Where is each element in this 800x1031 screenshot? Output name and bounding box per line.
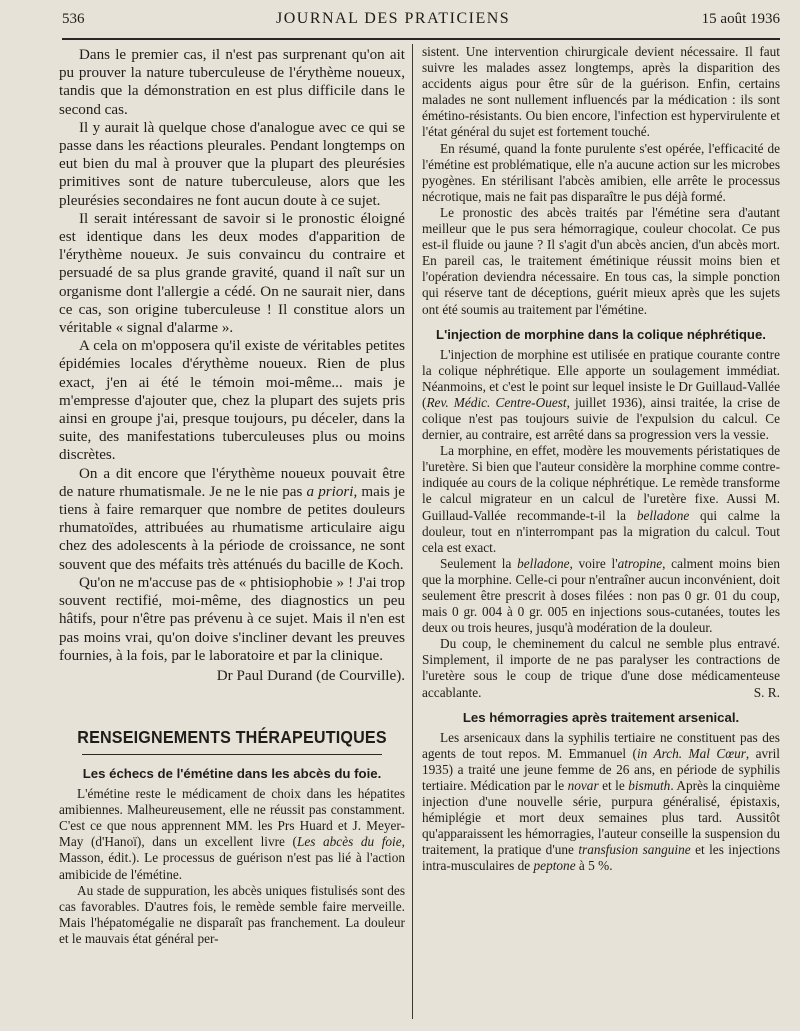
text-run: Seulement la bbox=[440, 555, 518, 571]
paragraph: Dans le premier cas, il n'est pas surprenant qu'on ait pu prouver la nature tuberculeuse de l'érythème noueux, tandis que la démonstration en est plus difficile dans le second cas. bbox=[59, 47, 405, 118]
text-run: , voire l' bbox=[569, 555, 618, 571]
text-run: Du coup, le cheminement du calcul ne semble plus entravé. Simplement, il importe de ne pas paralyser les contractions de l'uretère sous le coup de trique d'une dose médicamenteuse accablante. bbox=[422, 636, 780, 700]
article-signature: S. R. bbox=[753, 684, 780, 700]
paragraph: sistent. Une intervention chirurgicale devient nécessaire. Il faut suivre les malades assez longtemps, après la disparition des accidents aigus pour être sûr de la guérison. Enfin, certains malades ne sont nullement influencés par la médication : ils sont émétino-résistants. Ou bien encore, l'infection est hypervirulente et l'état général du sujet est fortement touché. bbox=[422, 44, 780, 140]
section-rule bbox=[82, 754, 382, 755]
text-run: et les injections intra-musculaires de bbox=[422, 842, 780, 874]
section-title: RENSEIGNEMENTS THÉRAPEUTIQUES bbox=[77, 727, 387, 748]
text-run: Les arsenicaux dans la syphilis tertiaire ne constituent pas des agents de tout repos. M. Emmanuel ( bbox=[422, 729, 780, 761]
paragraph: Qu'on ne m'accuse pas de « phtisiophobie » ! J'ai trop souvent rectifié, moi-même, des diagnostics un peu hâtifs, pour n'être pas prévenu à ce sujet. Mais il n'en est pas moins vrai, qu'on doive s'incliner devant les preuves fournies, à la fois, par le laboratoire et par la clinique. bbox=[59, 574, 405, 664]
text-run: qui calme la douleur, tout en n'interrompant pas la migration du calcul. Tout cela est exact. bbox=[422, 507, 780, 555]
paragraph bbox=[422, 443, 780, 556]
article-subhead: L'injection de morphine dans la colique néphrétique. bbox=[436, 326, 766, 342]
paragraph: A cela on m'opposera qu'il existe de véritables petites épidémies locales d'érythème noueux. Rien de plus exact, j'en ai été le témoin moi-même... mais je m'empresse d'ajouter que, chez la plupart des sujets pris ainsi en groupe j'ai, presque toujours, pu déceler, dans la suite, des manifestations tuberculeuses plus ou moins discrètes. bbox=[59, 338, 405, 464]
italic-run: peptone bbox=[533, 858, 576, 874]
italic-run: a priori bbox=[306, 483, 354, 500]
text-run: , mais je tiens à faire remarquer que nombre de petites douleurs rhumatoïdes, attribuées au rhumatisme articulaire aigu chez des adolescents à la période de croissance, ne sont souvent que des méfaits très atténués du bacille de Koch. bbox=[59, 483, 405, 573]
paragraph bbox=[422, 347, 780, 444]
text-run: La morphine, en effet, modère les mouvements péristatiques de l'uretère. Si bien que l'auteur considère la morphine comme contre-indiquée au cours de la colique néphrétique. Le remède transforme le calcul migrateur en un calcul de l'uretère fixe. Aussi M. Guillaud-Vallée recommande-t-il la bbox=[422, 443, 780, 523]
italic-run: bismuth bbox=[628, 777, 671, 793]
paragraph bbox=[422, 730, 780, 875]
text-run: , juillet 1936), ainsi traitée, la crise de colique n'est pas toujours suivie de l'expulsion du calcul. Ce dernier, au contraire, est arrêté dans sa progression vers la vessie. bbox=[422, 394, 780, 443]
journal-title: JOURNAL DES PRATICIENS bbox=[275, 10, 511, 27]
italic-run: transfusion sanguine bbox=[578, 842, 691, 858]
italic-run: Les abcès du foie bbox=[296, 834, 402, 850]
italic-run: Rev. Médic. Centre-Ouest bbox=[426, 394, 567, 410]
paragraph: Il serait intéressant de savoir si le pronostic éloigné est identique dans les deux modes d'apparition de l'érythème noueux. Je suis convaincu du contraire et persuadé de sa plus grande gravité, quand il naît sur un organisme dont l'allergie a cédé. On ne saurait nier, dans ce cas, son origine tuberculeuse ! Il constitue alors un véritable « signal d'alarme ». bbox=[59, 210, 405, 337]
paragraph bbox=[59, 465, 405, 574]
text-run: à 5 %. bbox=[575, 858, 613, 874]
issue-date: 15 août 1936 bbox=[701, 11, 780, 27]
author-signature: Dr Paul Durand (de Courville). bbox=[216, 667, 405, 684]
text-run: et le bbox=[598, 777, 629, 793]
paragraph: Il y aurait là quelque chose d'analogue avec ce qui se passe dans les réactions pleurales. Pendant longtemps on eut bien du mal à prouver que la plupart des pleurésies primitives sont de nature tuberculeuse, alors que les pleurésies secondaires ne font aucun doute à ce sujet. bbox=[59, 119, 405, 209]
paragraph bbox=[59, 786, 405, 883]
italic-run: atropine bbox=[617, 555, 663, 571]
text-run: , calment moins bien que la morphine. Celle-ci pour n'entraîner aucun inconvénient, doit seulement être prescrit à doses filées : non pas 0 gr. 01 du coup, mais 0 gr. 004 à 0 gr. 005 en injections sous-cutanées, toutes les deux ou trois heures, jusqu'à modération de la douleur. bbox=[422, 555, 780, 636]
page-header bbox=[62, 10, 780, 40]
page-number: 536 bbox=[62, 11, 85, 27]
italic-run: in Arch. Mal Cœur bbox=[636, 745, 746, 761]
text-run: . Après la cinquième injection d'une nouvelle série, purpura généralisé, épistaxis, hémiplégie et mort deux semaines plus tard. Aussitôt qu'apparaissent les hémorragies, l'auteur conseille la suspension du traitement, la pratique d'une bbox=[422, 777, 781, 858]
italic-run: belladone bbox=[636, 507, 690, 523]
paragraph: Le pronostic des abcès traités par l'émétine sera d'autant meilleur que le pus sera hémorragique, couleur chocolat. Ce pus est-il fluide ou jaune ? Il s'agit d'un abcès ancien, d'un abcès mort. En pareil cas, le traitement émétinique réussit moins bien et l'opération deviendra nécessaire. En tous cas, la simple ponction qui réserve tant de déceptions, guérit mieux après que les sujets ont été soumis au traitement par l'émétine. bbox=[422, 204, 780, 317]
right-column bbox=[422, 44, 780, 875]
text-run: L'injection de morphine est utilisée en pratique courante contre la colique néphrétique. Elle apporte un soulagement immédiat. Néanmoins, et c'est le point sur lequel insiste le Dr Guillaud-Vallée ( bbox=[422, 346, 780, 410]
left-column bbox=[59, 46, 405, 947]
italic-run: novar bbox=[567, 777, 599, 793]
paragraph: En résumé, quand la fonte purulente s'est opérée, l'efficacité de l'émétine est problématique, elle n'a aucune action sur les microbes pyogènes. En stérilisant l'abcès amibien, elle arrête le processus nécrotique, mais ne fait pas disparaître le pus déjà formé. bbox=[422, 140, 780, 204]
paragraph bbox=[422, 636, 780, 700]
paragraph bbox=[422, 556, 780, 636]
italic-run: belladone bbox=[517, 555, 570, 571]
article-subhead: Les hémorragies après traitement arsenical. bbox=[462, 709, 740, 725]
text-run: , avril 1935) a traité une jeune femme de 26 ans, en période de syphilis tertiaire. Médication par le bbox=[422, 745, 780, 793]
text-run: , Masson, édit.). Le processus de guérison n'est pas lié à l'action amibicide de l'émétine. bbox=[59, 834, 405, 882]
paragraph: Au stade de suppuration, les abcès uniques fistulisés sont des cas favorables. D'autres fois, le remède semble faire merveille. Mais l'hépatomégalie ne disparaît pas franchement. La douleur et le mauvais état général per- bbox=[59, 882, 405, 946]
column-divider bbox=[412, 44, 413, 1019]
article-subhead: Les échecs de l'émétine dans les abcès du foie. bbox=[82, 766, 382, 782]
text-run: On a dit encore que l'érythème noueux pouvait être de nature rhumatismale. Je ne le nie pas bbox=[59, 465, 405, 500]
text-run: L'émétine reste le médicament de choix dans les hépatites amibiennes. Malheureusement, elle ne réussit pas constamment. C'est ce que nous apprennent MM. les Prs Huard et J. Meyer-May (d'Hanoï), dans un excellent livre ( bbox=[59, 786, 405, 850]
